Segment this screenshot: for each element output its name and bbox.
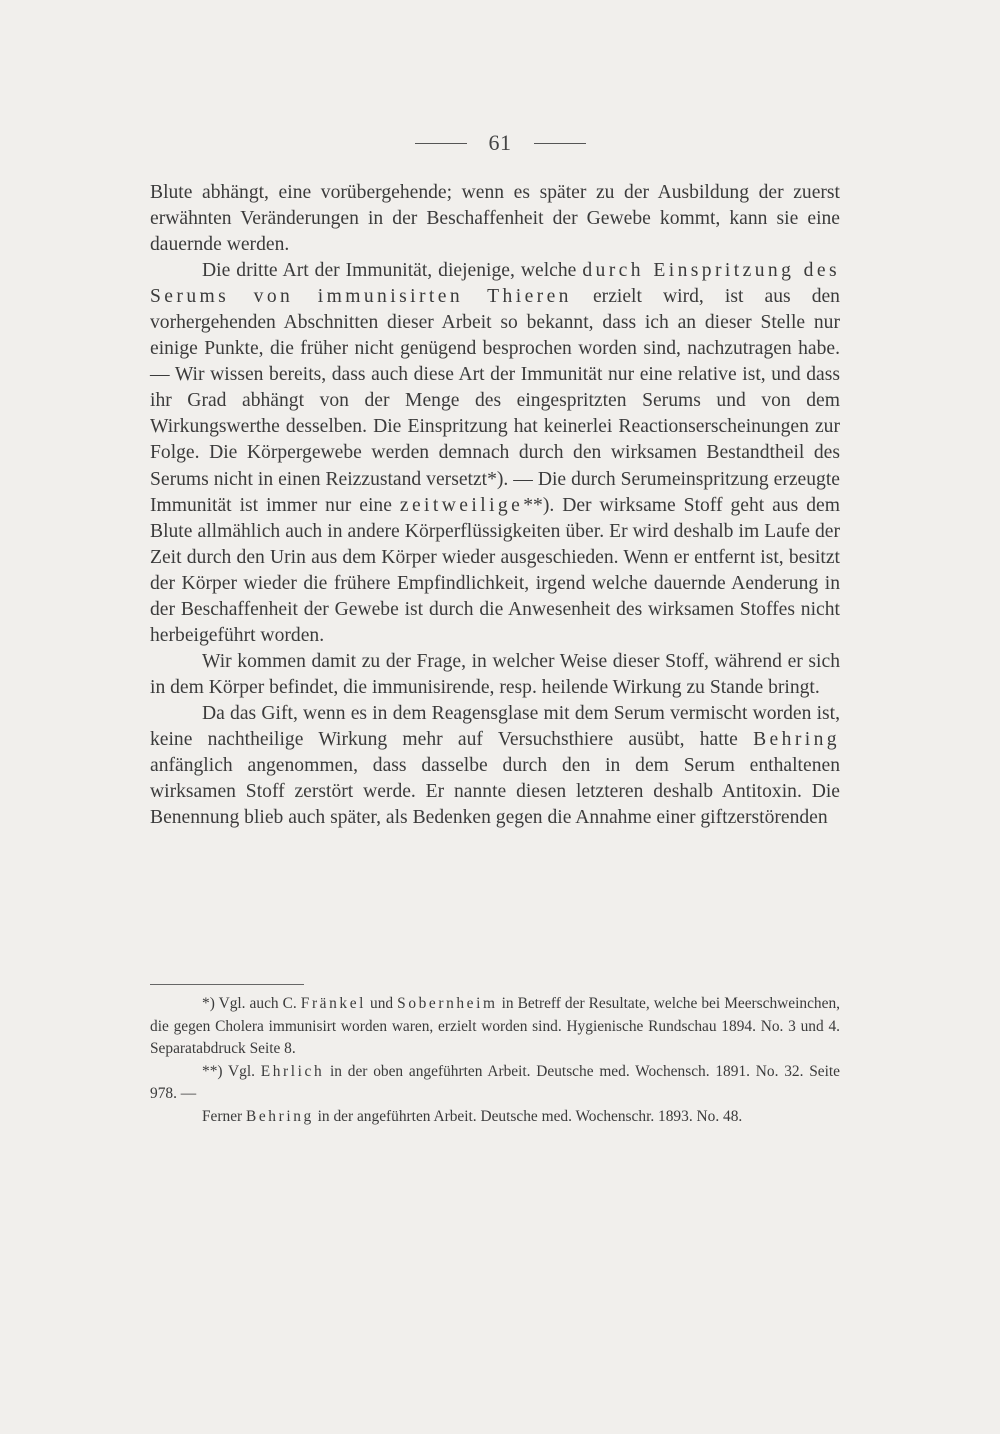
emphasis-temporary: zeitweilige <box>399 494 524 516</box>
footnote-3 <box>150 1106 840 1129</box>
author-name-behring-footnote: Behring <box>246 1107 314 1125</box>
paragraph-2-part-a: Die dritte Art der Immunität, diejenige, welche <box>202 260 583 282</box>
footnote-2-part-c: in der oben angeführten Arbeit. Deutsche med. Wochensch. 1891. No. 32. Seite 978. — <box>150 1062 840 1103</box>
author-name-ehrlich: Ehrlich <box>260 1062 325 1080</box>
footnote-1-part-a: *) Vgl. auch C. <box>202 995 301 1012</box>
page-header <box>0 128 1000 158</box>
footnote-1 <box>150 993 840 1061</box>
footnote-3-part-a: Ferner <box>202 1107 247 1125</box>
footnotes <box>150 993 840 1129</box>
paragraph-3: Wir kommen damit zu der Frage, in welcher Weise dieser Stoff, während er sich in dem Körper befindet, die immunisirende, resp. heilende Wirkung zu Stande bringt. <box>150 650 840 698</box>
paragraph-1: Blute abhängt, eine vorübergehende; wenn es später zu der Ausbildung der zuerst erwähnten Veränderungen in der Beschaffenheit der Gewebe kommt, kann sie eine dauernde werden. <box>150 182 840 256</box>
header-rule-left <box>415 143 467 144</box>
page-number: 61 <box>488 130 512 155</box>
footnote-2 <box>150 1061 840 1106</box>
footnote-3-part-c: in der angeführten Arbeit. Deutsche med. Wochenschr. 1893. No. 48. <box>313 1107 743 1125</box>
paragraph-4 <box>150 701 840 831</box>
footnote-rule <box>150 984 304 985</box>
paragraph-2-part-c: erzielt wird, ist aus den vorhergehenden Abschnitten dieser Arbeit so bekannt, dass ich an dieser Stelle nur einige Punkte, die früher nicht genügend besprochen worden sind, nachzutragen habe. — Wir wissen bereits, dass auch diese Art der Immunität nur eine relative ist, und dass ihr Grad abhängt von der Menge des eingespritzten Serums und von dem Wirkungswerthe desselben. Die Einspritzung hat keinerlei Reactionserscheinungen zur Folge. Die Körpergewebe werden demnach durch den wirksamen Bestandtheil des Serums nicht in einen Reizzustand versetzt*). — Die durch Serumeinspritzung erzeugte Immunität ist immer nur eine <box>150 286 840 516</box>
author-name-behring: Behring <box>753 728 840 750</box>
footnote-1-part-e: in Betreff der Resultate, welche bei Meerschweinchen, die gegen Cholera immunisirt worden waren, erzielt worden sind. Hygienische Rundschau 1894. No. 3 und 4. Separatabdruck Seite 8. <box>150 995 840 1058</box>
paragraph-2 <box>150 258 840 649</box>
author-name-fraenkel: Fränkel <box>300 995 366 1012</box>
paragraph-2-part-e: **). Der wirksame Stoff geht aus dem Blute allmählich auch in andere Körperflüssigkeiten über. Er wird deshalb im Laufe der Zeit durch den Urin aus dem Körper wieder ausgeschieden. Wenn er entfernt ist, besitzt der Körper wieder die frühere Empfindlichkeit, irgend welche dauernde Aenderung in der Beschaffenheit der Gewebe ist durch die Anwesenheit des wirksamen Stoffes nicht herbeigeführt worden. <box>150 494 840 646</box>
paragraph-4-part-c: anfänglich angenommen, dass dasselbe durch den in dem Serum enthaltenen wirksamen Stoff zerstört werde. Er nannte diesen letzteren deshalb Antitoxin. Die Benennung blieb auch später, als Bedenken gegen die Annahme einer giftzerstörenden <box>150 755 840 829</box>
emphasis-serum-injection: durch Einspritzung des Serums von immunisirten Thieren <box>150 260 841 308</box>
footnote-2-part-a: **) Vgl. <box>202 1062 261 1080</box>
paragraph-4-part-a: Da das Gift, wenn es in dem Reagensglase mit dem Serum vermischt worden ist, keine nachtheilige Wirkung mehr auf Versuchsthiere ausübt, hatte <box>150 702 840 750</box>
footnote-1-part-c: und <box>366 995 398 1012</box>
author-name-sobernheim: Sobernheim <box>397 995 498 1012</box>
header-rule-right <box>534 143 586 144</box>
body-text <box>150 180 840 831</box>
